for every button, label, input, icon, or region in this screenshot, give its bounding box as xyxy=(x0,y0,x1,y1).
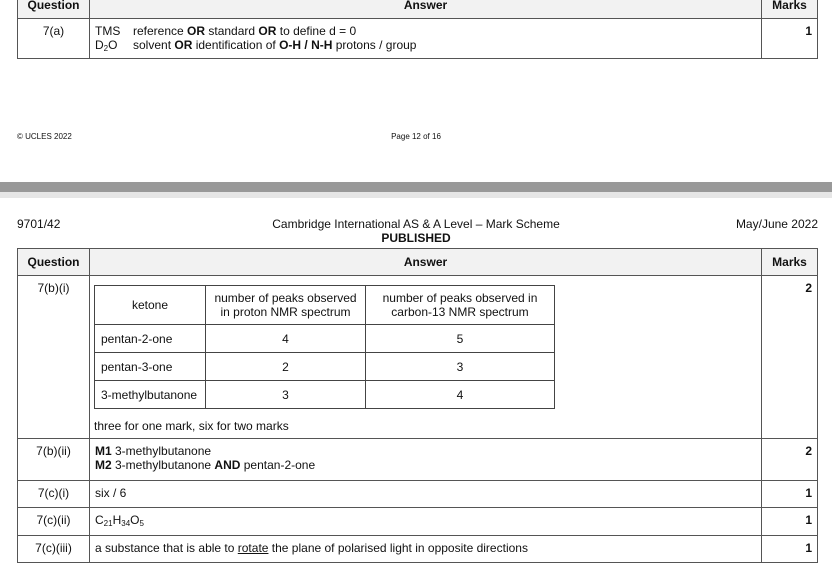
text: OR xyxy=(174,38,193,52)
text: 3-methylbutanone xyxy=(111,444,212,458)
text: identification of xyxy=(192,38,280,52)
answer-label: TMS xyxy=(95,24,121,38)
table-row xyxy=(18,481,818,508)
table-row xyxy=(18,439,818,481)
text: M2 xyxy=(95,458,112,472)
answer-cell xyxy=(90,536,762,563)
doc-status: PUBLISHED xyxy=(381,231,451,245)
proton-peaks: 4 xyxy=(206,325,366,353)
col-header-question: Question xyxy=(18,0,90,19)
col-header-marks: Marks xyxy=(762,0,818,19)
text: solvent xyxy=(133,38,175,52)
question-number: 7(b)(ii) xyxy=(18,439,90,481)
text: H xyxy=(112,513,122,527)
table-row xyxy=(18,276,818,439)
carbon-peaks: 3 xyxy=(366,353,555,381)
text: pentan-2-one xyxy=(240,458,316,472)
text: O-H / N-H xyxy=(279,38,333,52)
text: reference xyxy=(133,24,188,38)
text: standard xyxy=(205,24,259,38)
question-number: 7(c)(iii) xyxy=(18,536,90,563)
table-row xyxy=(18,536,818,563)
answer-cell: six / 6 xyxy=(90,481,762,508)
marks-value: 2 xyxy=(762,439,818,481)
answer-cell xyxy=(90,19,762,59)
text: C xyxy=(95,513,104,527)
question-number: 7(c)(ii) xyxy=(18,508,90,536)
page1-mark-table xyxy=(17,0,818,59)
inner-header: number of peaks observed in carbon-13 NMR spectrum xyxy=(366,286,555,325)
table-row xyxy=(18,508,818,536)
col-header-answer: Answer xyxy=(90,249,762,276)
text: 5 xyxy=(139,519,144,528)
marks-value: 2 xyxy=(762,276,818,439)
doc-title: Cambridge International AS & A Level – Mark Scheme xyxy=(272,217,560,231)
answer-cell xyxy=(90,276,762,439)
marks-value: 1 xyxy=(762,508,818,536)
text: 34 xyxy=(121,519,131,528)
answer-cell xyxy=(90,508,762,536)
text: the plane of polarised light in opposite directions xyxy=(268,541,528,555)
paper-code: 9701/42 xyxy=(17,217,61,231)
ketone-name: pentan-3-one xyxy=(95,353,206,381)
table-row xyxy=(18,19,818,59)
proton-peaks: 3 xyxy=(206,381,366,409)
page2-mark-table xyxy=(17,248,818,563)
marks-value: 1 xyxy=(762,481,818,508)
marks-value: 1 xyxy=(762,19,818,59)
carbon-peaks: 4 xyxy=(366,381,555,409)
text: rotate xyxy=(237,541,269,555)
col-header-marks: Marks xyxy=(762,249,818,276)
text: O xyxy=(130,513,140,527)
question-number: 7(a) xyxy=(18,19,90,59)
col-header-question: Question xyxy=(18,249,90,276)
question-number: 7(c)(i) xyxy=(18,481,90,508)
inner-header: number of peaks observed in proton NMR spectrum xyxy=(206,286,366,325)
copyright: © UCLES 2022 xyxy=(17,132,72,141)
text: O xyxy=(108,38,118,52)
ketone-name: pentan-2-one xyxy=(95,325,206,353)
question-number: 7(b)(i) xyxy=(18,276,90,439)
text: D xyxy=(95,38,104,52)
page-separator xyxy=(0,182,832,192)
text: a substance that is able to xyxy=(95,541,238,555)
text: 21 xyxy=(103,519,113,528)
page-separator-gap xyxy=(0,192,832,198)
text: OR xyxy=(187,24,206,38)
text: protons / group xyxy=(332,38,417,52)
marking-note: three for one mark, six for two marks xyxy=(94,419,289,433)
ketone-name: 3-methylbutanone xyxy=(95,381,206,409)
proton-peaks: 2 xyxy=(206,353,366,381)
text: AND xyxy=(214,458,241,472)
text: OR xyxy=(258,24,277,38)
page-number: Page 12 of 16 xyxy=(391,132,441,141)
answer-label xyxy=(95,38,133,53)
col-header-answer: Answer xyxy=(90,0,762,19)
text: M1 xyxy=(95,444,112,458)
answer-cell xyxy=(90,439,762,481)
session: May/June 2022 xyxy=(735,217,818,231)
nmr-peaks-table xyxy=(94,285,555,409)
inner-header: ketone xyxy=(95,286,206,325)
carbon-peaks: 5 xyxy=(366,325,555,353)
text: 2 xyxy=(103,44,109,53)
text: to define d = 0 xyxy=(276,24,357,38)
text: 3-methylbutanone xyxy=(111,458,215,472)
marks-value: 1 xyxy=(762,536,818,563)
